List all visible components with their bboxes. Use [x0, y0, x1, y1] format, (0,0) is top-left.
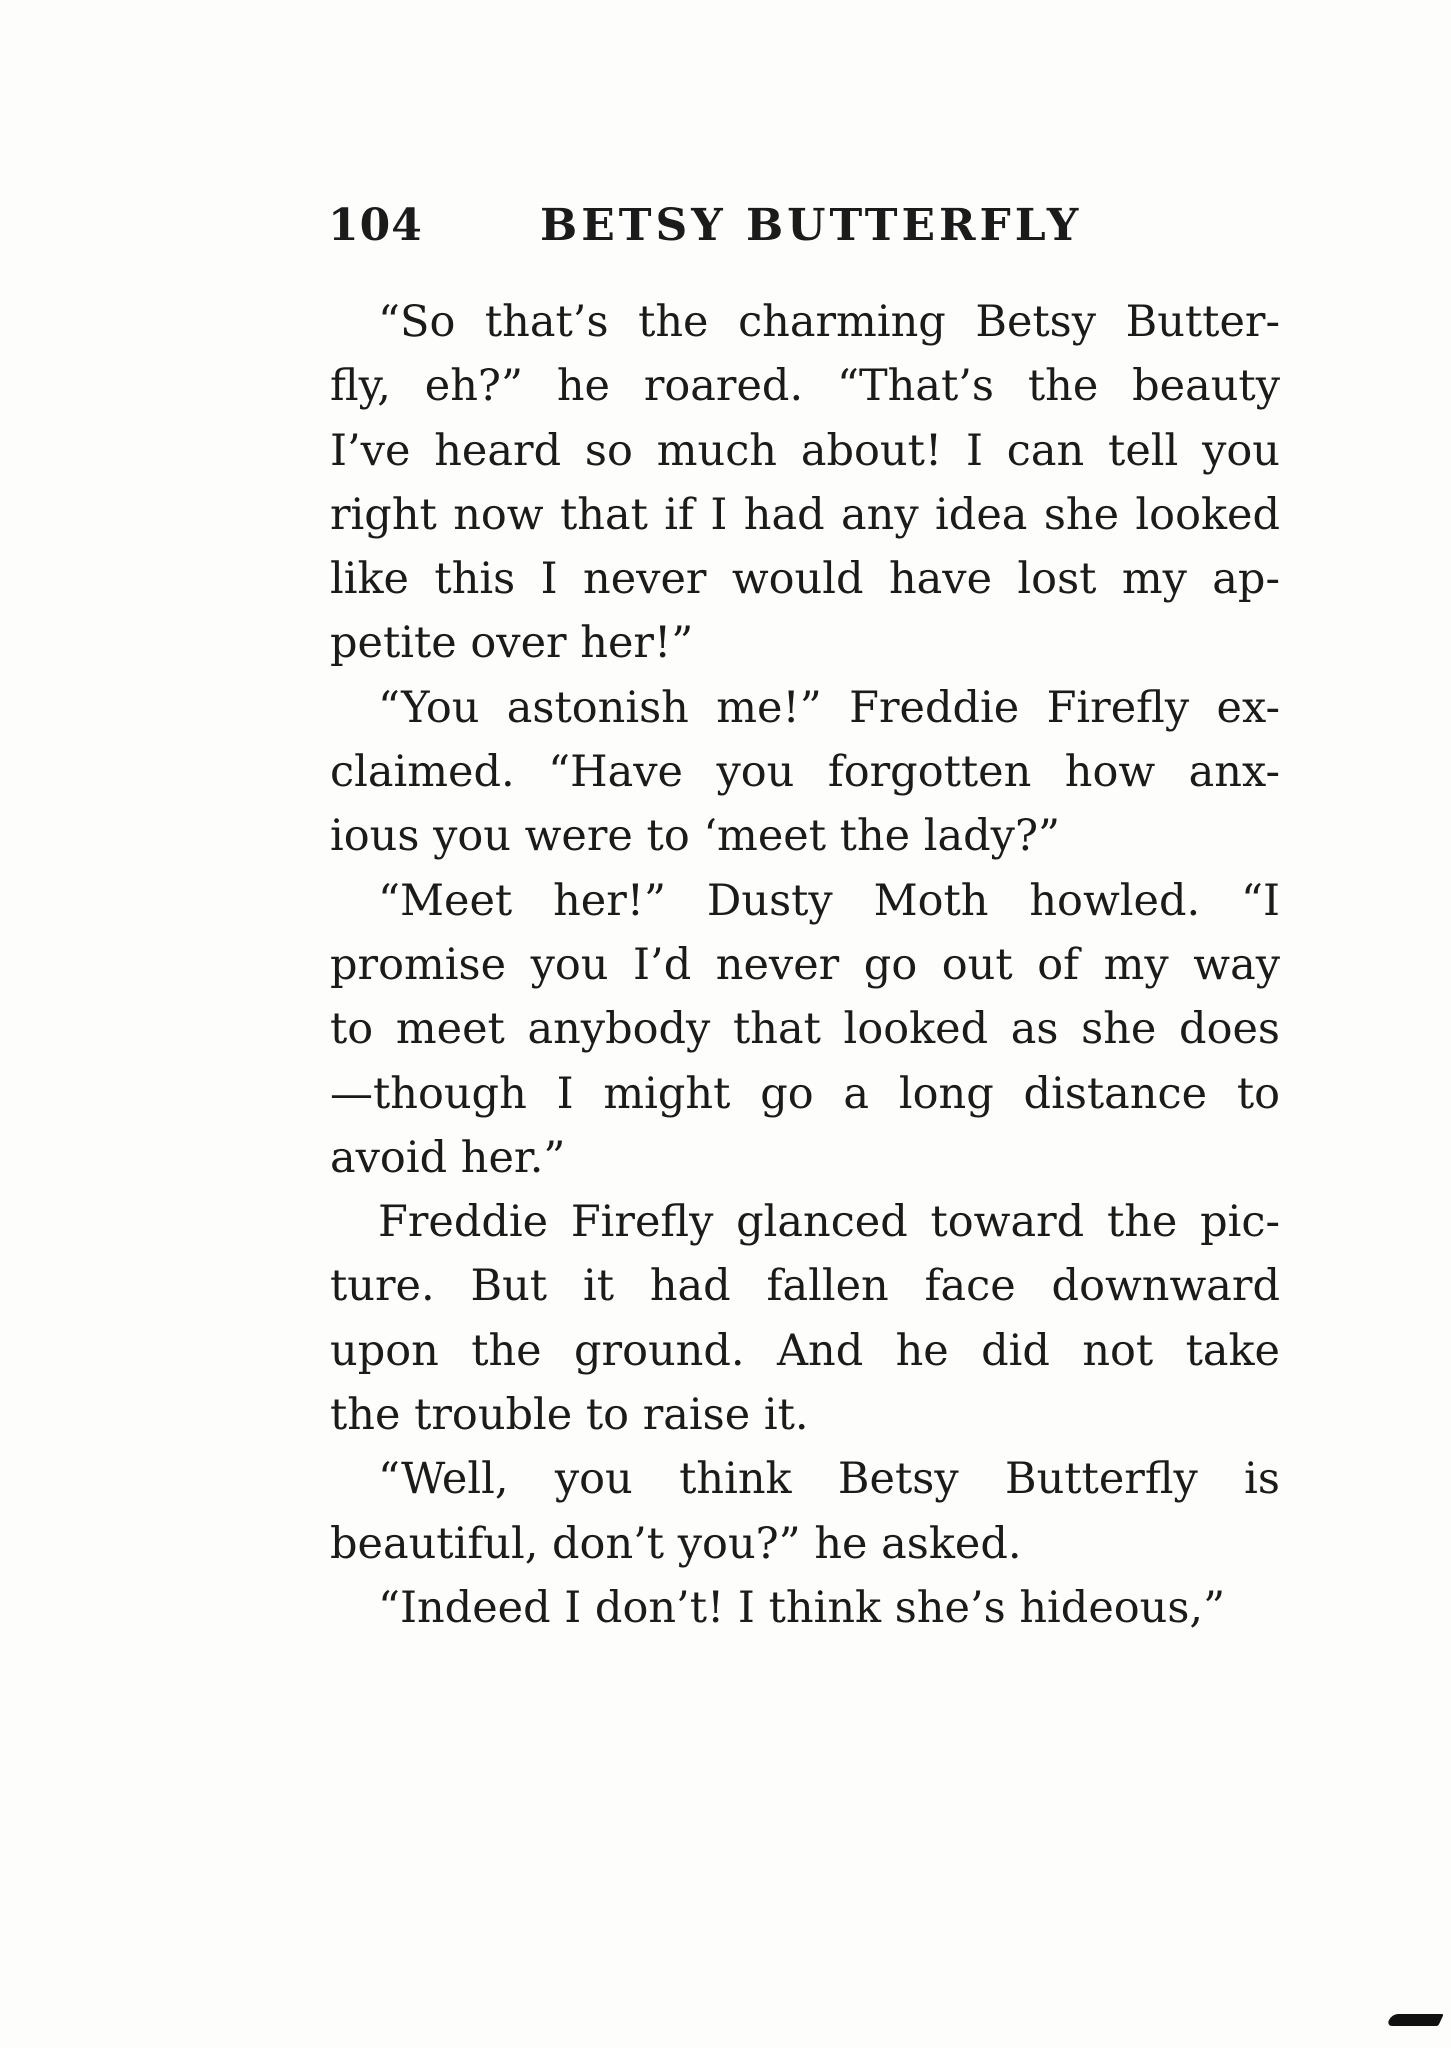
text-line: “Indeed I don’t! I think she’s hideous,” [378, 1582, 1226, 1633]
text-line: “You astonish me!” Freddie Firefly ex- [378, 682, 1280, 733]
text-line: avoid her.” [330, 1132, 566, 1183]
text-line: Freddie Firefly glanced toward the pic- [378, 1197, 1280, 1248]
text-line: beautiful, don’t you?” he asked. [330, 1518, 1022, 1569]
text-line: —though I might go a long distance to [330, 1068, 1280, 1119]
text-line: upon the ground. And he did not take [330, 1325, 1280, 1376]
text-line: “Well, you think Betsy Butterfly is [378, 1454, 1280, 1505]
text-line: “Meet her!” Dusty Moth howled. “I [378, 875, 1280, 926]
text-line: the trouble to raise it. [330, 1390, 809, 1441]
text-line: “So that’s the charming Betsy Butter- [378, 297, 1280, 347]
text-line: fly, eh?” he roared. “That’s the beauty [330, 361, 1280, 412]
page-number: 104 [328, 200, 423, 251]
text-line: promise you I’d never go out of my way [330, 939, 1280, 990]
text-line: like this I never would have lost my ap- [330, 554, 1280, 605]
text-line: ture. But it had fallen face downward [330, 1261, 1280, 1312]
text-line: I’ve heard so much about! I can tell you [330, 425, 1280, 476]
page-header [328, 200, 1128, 270]
text-line: right now that if I had any idea she looked [330, 489, 1280, 540]
body-text [330, 290, 1280, 1640]
running-title: BETSY BUTTERFLY [540, 200, 1083, 251]
text-line: claimed. “Have you forgotten how anx- [330, 747, 1280, 798]
text-line: petite over her!” [330, 618, 694, 669]
text-line: to meet anybody that looked as she does [330, 1004, 1280, 1055]
text-line: ious you were to ‘meet the lady?” [330, 811, 1060, 862]
ink-smudge [1386, 2014, 1444, 2026]
